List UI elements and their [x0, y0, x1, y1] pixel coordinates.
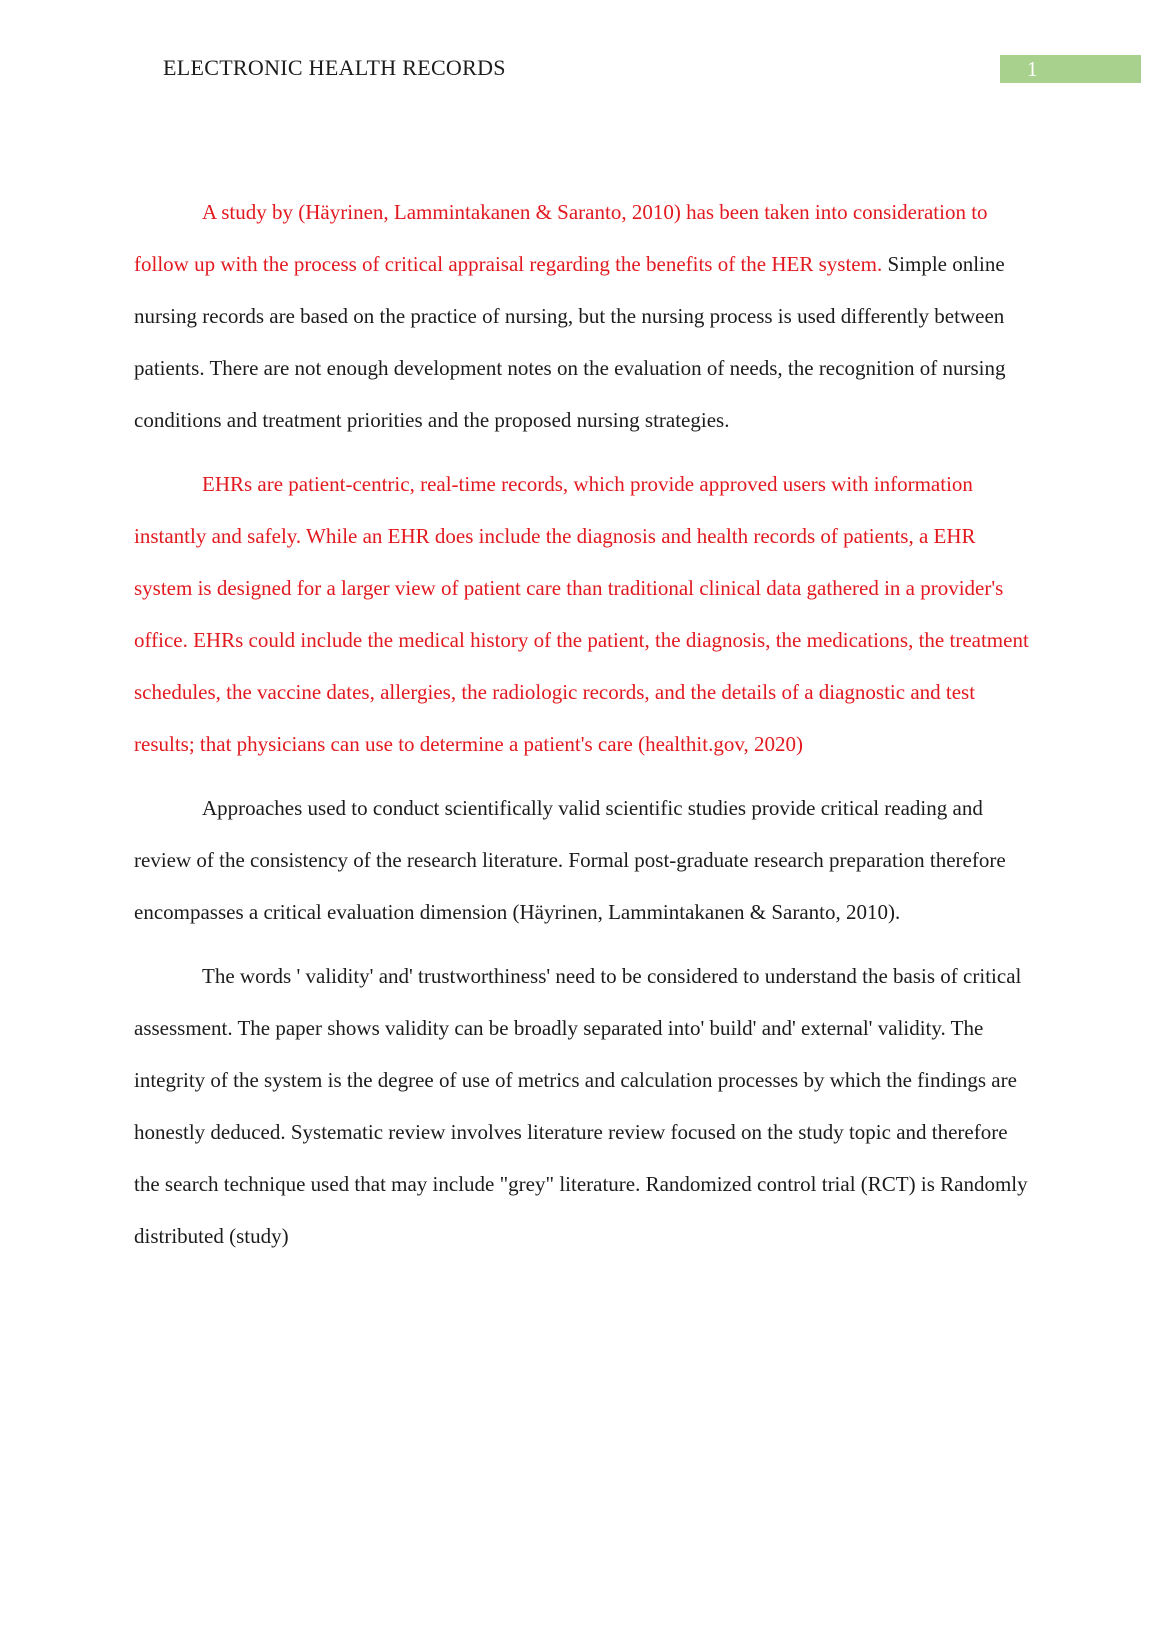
document-body: [134, 186, 1030, 1274]
paragraph-4: [134, 950, 1030, 1262]
paragraph-3: [134, 782, 1030, 938]
paragraph-1-run-black: Simple online nursing records are based on the practice of nursing, but the nursing process is used differently between patients. There are not enough development notes on the evaluation of needs, the recognition of nursing conditions and treatment priorities and the proposed nursing strategies.: [134, 252, 1006, 432]
page-number-badge: 1: [1000, 55, 1141, 83]
paragraph-3-run-black: Approaches used to conduct scientifically valid scientific studies provide critical reading and review of the consistency of the research literature. Formal post-graduate research preparation therefore encompasses a critical evaluation dimension (Häyrinen, Lammintakanen & Saranto, 2010).: [134, 796, 1006, 924]
paragraph-1: [134, 186, 1030, 446]
paragraph-2-run-red: EHRs are patient-centric, real-time records, which provide approved users with information instantly and safely. While an EHR does include the diagnosis and health records of patients, a EHR system is designed for a larger view of patient care than traditional clinical data gathered in a provider's office. EHRs could include the medical history of the patient, the diagnosis, the medications, the treatment schedules, the vaccine dates, allergies, the radiologic records, and the details of a diagnostic and test results; that physicians can use to determine a patient's care (healthit.gov, 2020): [134, 472, 1029, 756]
paragraph-2: [134, 458, 1030, 770]
header-title: ELECTRONIC HEALTH RECORDS: [163, 55, 506, 80]
paragraph-4-run-black: The words ' validity' and' trustworthiness' need to be considered to understand the basis of critical assessment. The paper shows validity can be broadly separated into' build' and' external' validity. The integrity of the system is the degree of use of metrics and calculation processes by which the findings are honestly deduced. Systematic review involves literature review focused on the study topic and therefore the search technique used that may include "grey" literature. Randomized control trial (RCT) is Randomly distributed (study): [134, 964, 1028, 1248]
paragraph-1-run-red: A study by (Häyrinen, Lammintakanen & Saranto, 2010) has been taken into consideration to follow up with the process of critical appraisal regarding the benefits of the HER system.: [134, 200, 988, 276]
